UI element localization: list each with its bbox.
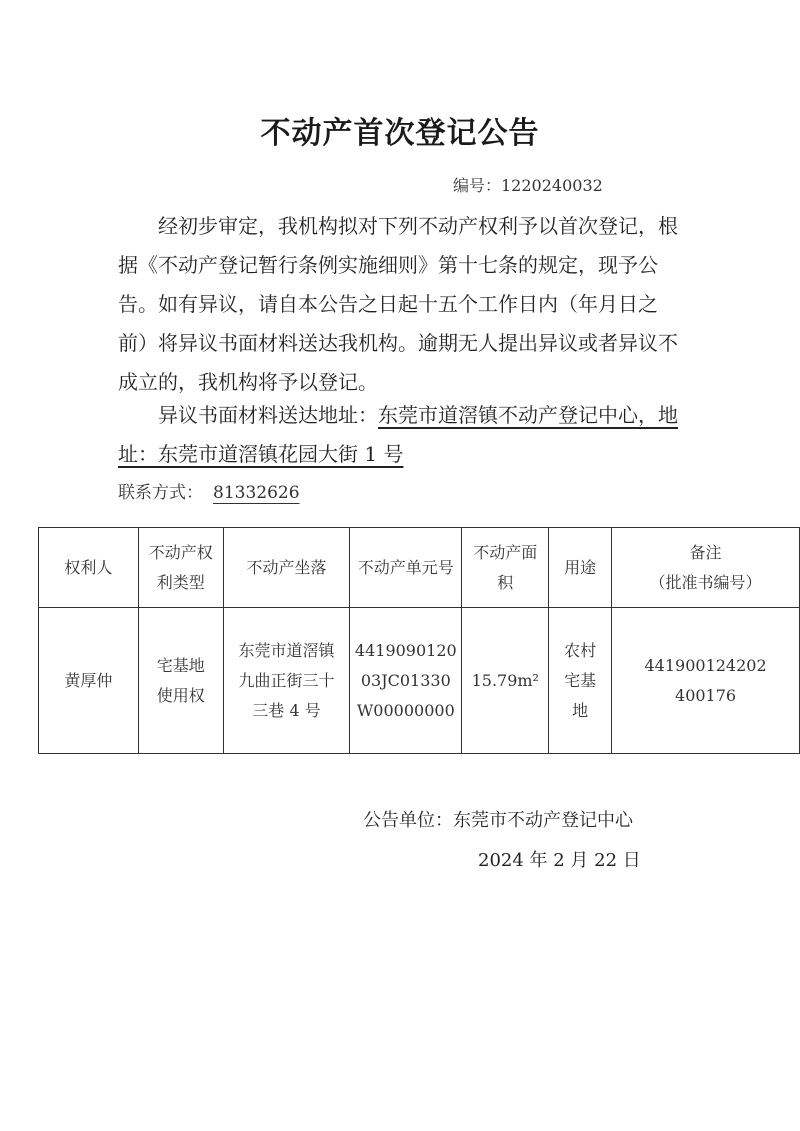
header-owner: 权利人: [39, 528, 139, 608]
header-usage: 用途: [549, 528, 612, 608]
objection-address: 东莞市道滘镇不动产登记中心，地址：东莞市道滘镇花园大街 1 号: [118, 403, 678, 466]
page-title: 不动产首次登记公告: [260, 116, 540, 151]
cell-right-type: 宅基地 使用权: [138, 608, 223, 754]
cell-owner: 黄厚仲: [39, 608, 139, 754]
header-unit-number: 不动产单元号: [350, 528, 462, 608]
table-row: [39, 608, 800, 754]
contact-line: [118, 478, 316, 503]
header-right-type: 不动产权 利类型: [138, 528, 223, 608]
announcement-date: 2024 年 2 月 22 日: [478, 850, 641, 871]
cell-area: 15.79m²: [462, 608, 549, 754]
registration-table: [38, 527, 800, 754]
cell-usage: 农村 宅基 地: [549, 608, 612, 754]
objection-paragraph: [118, 396, 686, 474]
notice-paragraph: 经初步审定，我机构拟对下列不动产权利予以首次登记，根据《不动产登记暂行条例实施细则》第十七条的规定，现予公告。如有异议，请自本公告之日起十五个工作日内（年月日之前）将异议书面材料送达我机构。逾期无人提出异议或者异议不成立的，我机构将予以登记。: [118, 214, 678, 394]
doc-number: 编号：1220240032: [453, 176, 603, 195]
cell-remark: 441900124202 400176: [612, 608, 800, 754]
cell-location: 东莞市道滘镇 九曲正街三十 三巷 4 号: [223, 608, 350, 754]
header-remark: 备注 （批准书编号）: [612, 528, 800, 608]
contact-label: 联系方式：: [118, 483, 203, 503]
header-area: 不动产面 积: [462, 528, 549, 608]
cell-unit-number: 4419090120 03JC01330 W00000000: [350, 608, 462, 754]
objection-label: 异议书面材料送达地址：: [158, 403, 378, 427]
header-location: 不动产坐落: [223, 528, 350, 608]
contact-value: 81332626: [213, 483, 300, 503]
announcing-unit: 公告单位：东莞市不动产登记中心: [363, 810, 633, 831]
table-header-row: [39, 528, 800, 608]
